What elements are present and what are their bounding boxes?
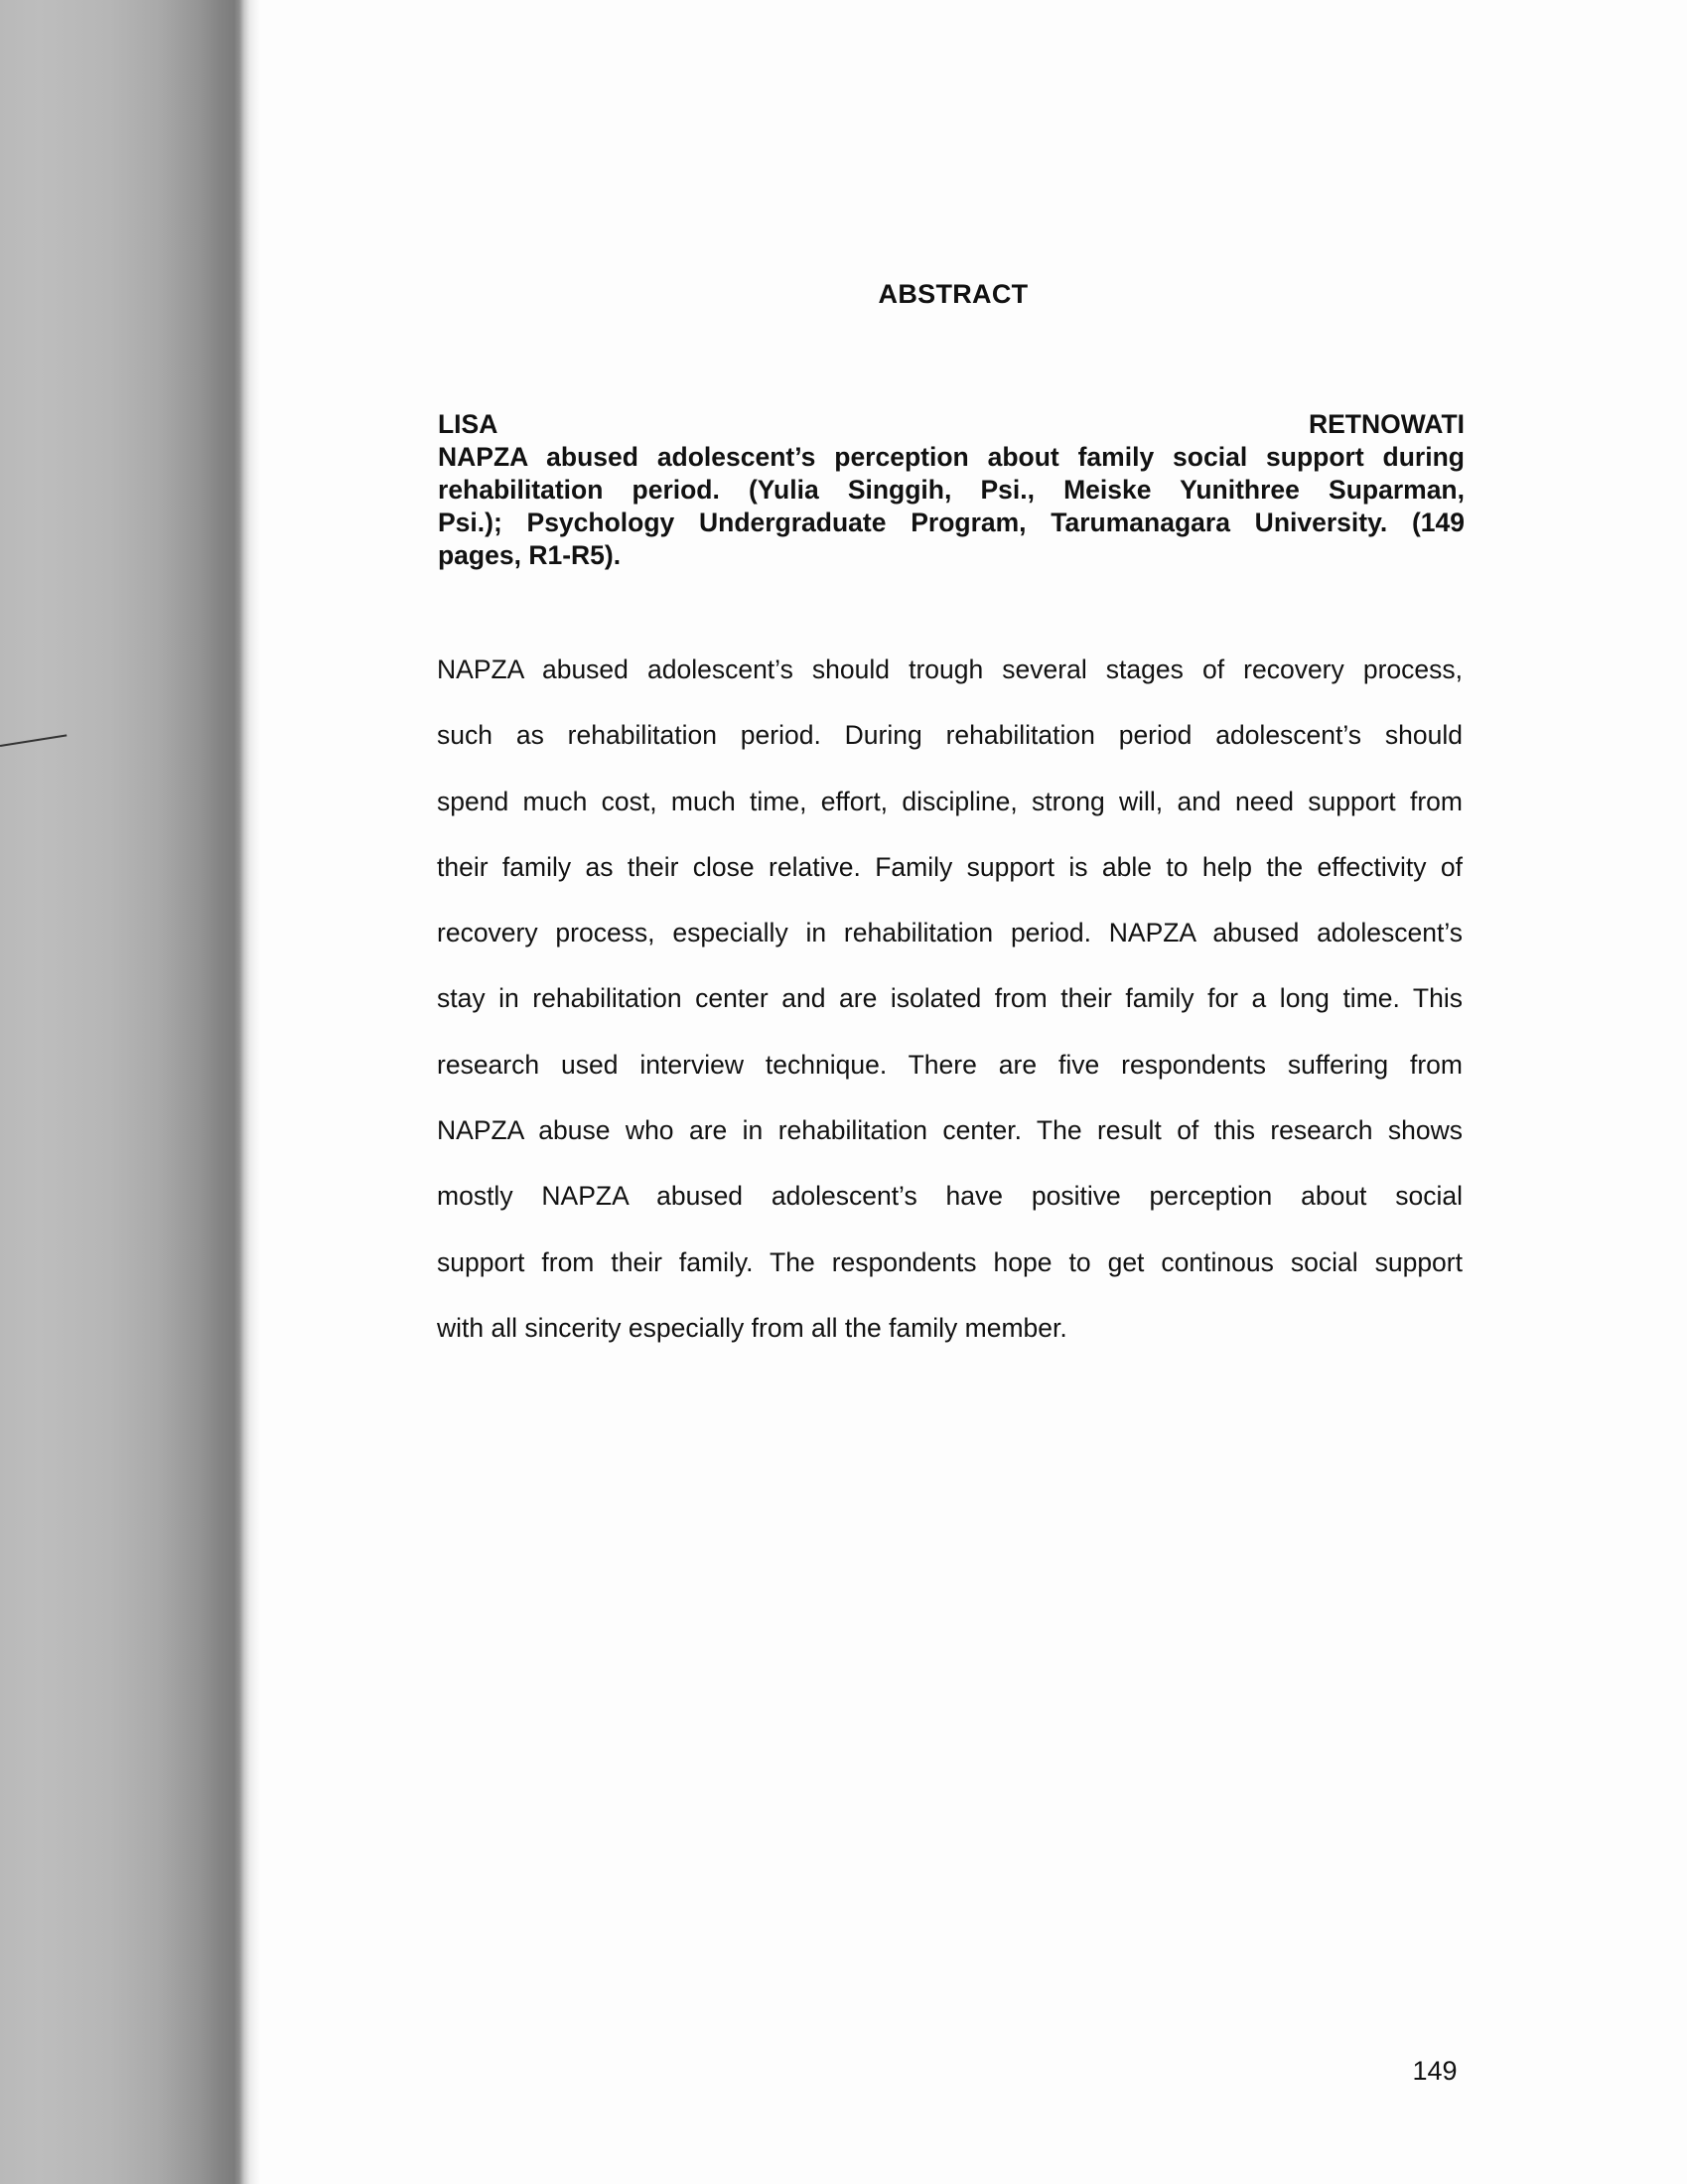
body-line: support from their family. The respondents hope to get continous social support: [437, 1246, 1463, 1277]
citation-line: rehabilitation period. (Yulia Singgih, Psi., Meiske Yunithree Suparman,: [438, 475, 1465, 505]
abstract-heading: ABSTRACT: [878, 279, 1029, 309]
citation-block: [438, 408, 1465, 572]
abstract-body: [437, 637, 1463, 1361]
citation-line: NAPZA abused adolescent’s perception about family social support during: [438, 442, 1465, 472]
body-line: mostly NAPZA abused adolescent’s have positive perception about social: [437, 1181, 1463, 1212]
body-line: recovery process, especially in rehabilitation period. NAPZA abused adolescent’s: [437, 918, 1463, 948]
body-line: research used interview technique. There are five respondents suffering from: [437, 1049, 1463, 1080]
page-number: 149: [1412, 2056, 1458, 2086]
body-line: NAPZA abuse who are in rehabilitation center. The result of this research shows: [437, 1115, 1463, 1146]
author-name: LISA RETNOWATI: [438, 409, 1465, 439]
body-line: spend much cost, much time, effort, discipline, strong will, and need support from: [437, 786, 1463, 816]
body-line: with all sincerity especially from all the family member.: [437, 1312, 1067, 1343]
body-line: such as rehabilitation period. During rehabilitation period adolescent’s should: [437, 720, 1463, 751]
body-line: their family as their close relative. Family support is able to help the effectivity of: [437, 851, 1463, 882]
body-line: NAPZA abused adolescent’s should trough several stages of recovery process,: [437, 655, 1463, 684]
citation-line: pages, R1-R5).: [438, 540, 622, 570]
citation-line: Psi.); Psychology Undergraduate Program, Tarumanagara University. (149: [438, 508, 1465, 537]
body-line: stay in rehabilitation center and are isolated from their family for a long time. This: [437, 983, 1463, 1014]
